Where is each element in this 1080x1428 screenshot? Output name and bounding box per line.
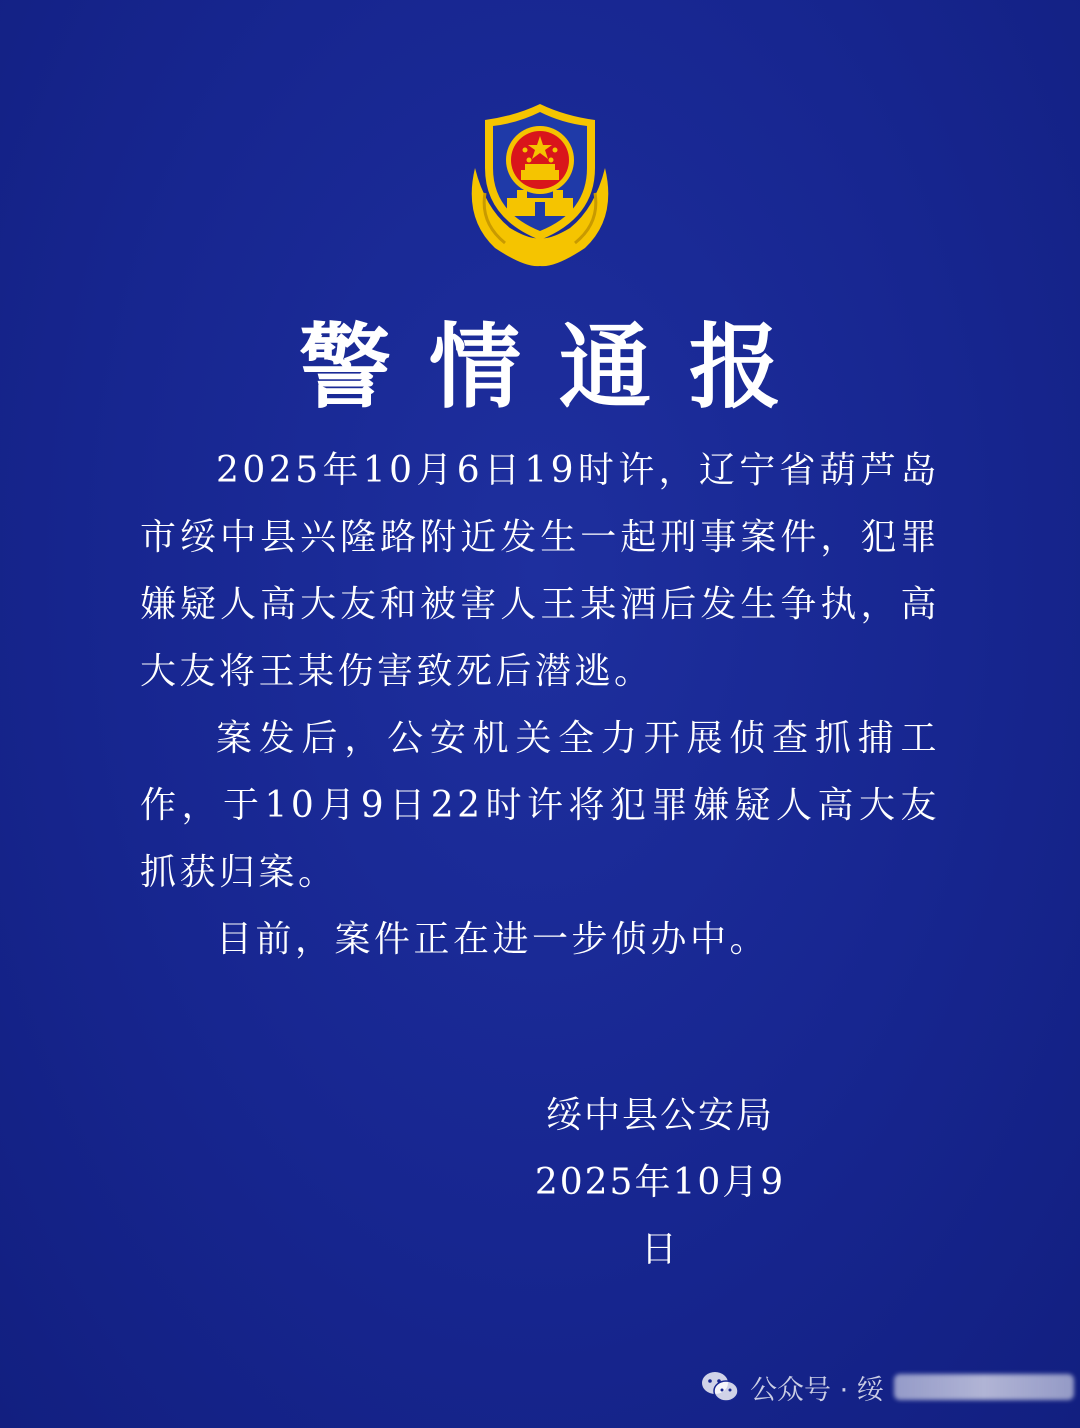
wechat-icon xyxy=(700,1370,740,1404)
paragraph-3: 目前，案件正在进一步侦办中。 xyxy=(216,919,770,960)
watermark-text: 公众号 · 绥 xyxy=(750,1374,884,1406)
paragraph-2: 案发后，公安机关全力开展侦查抓捕工作，于10月9日22时许将犯罪嫌疑人高大友抓获归案。 xyxy=(140,718,940,893)
paragraph-1: 2025年10月6日19时许，辽宁省葫芦岛市绥中县兴隆路附近发生一起刑事案件，犯罪嫌疑人高大友和被害人王某酒后发生争执，高大友将王某伤害致死后潜逃。 xyxy=(140,450,940,692)
issue-date: 2025年10月9日 xyxy=(534,1162,786,1270)
watermark-blurred-name xyxy=(894,1374,1074,1400)
watermark xyxy=(700,1362,1074,1412)
page-title: 警情通报 xyxy=(298,313,819,421)
police-emblem-icon xyxy=(455,98,625,270)
notice-body xyxy=(140,437,940,973)
signature-block xyxy=(520,1082,800,1283)
issuer: 绥中县公安局 xyxy=(545,1095,774,1136)
